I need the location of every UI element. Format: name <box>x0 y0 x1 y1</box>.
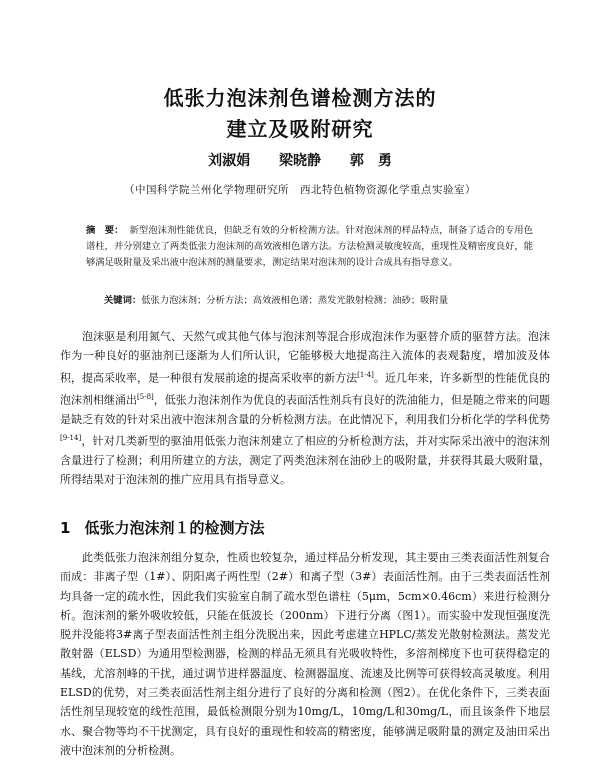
section-number: 1 <box>60 519 71 537</box>
keywords-label: 关键词： <box>104 295 142 306</box>
author-2: 梁晓静 <box>279 153 321 169</box>
paper-title-line1: 低张力泡沫剂色谱检测方法的 <box>163 86 437 110</box>
abstract-label: 摘 要： <box>86 225 124 236</box>
paper-title-line2: 建立及吸附研究 <box>226 117 374 141</box>
abstract-text: 新型泡沫剂性能优良，但缺乏有效的分析检测方法。针对泡沫剂的样品特点，制备了适合的专用色谱柱，并分别建立了两类低张力泡沫剂的高效液相色谱方法。方法检测灵敏度较高，重现性及精密度良好，能够满足吸附量及采出液中泡沫剂的测量要求，测定结果对泡沫剂的设计合成具有指导意义。 <box>86 225 533 268</box>
author-list <box>0 150 600 170</box>
section-title: 低张力泡沫剂１的检测方法 <box>84 519 265 537</box>
citation-1: [1-4] <box>357 370 374 379</box>
intro-text-c: ，低张力泡沫剂作为优良的表面活性剂兵有良好的洗油能力，但是随之带来的问题是缺乏有效的针对采出液中泡沫剂含量的分析检测方法。在此情况下，利用我们分析化学的学科优势 <box>60 393 551 426</box>
keywords-text: 低张力泡沫剂；分析方法；高效液相色谱；蒸发光散射检测；油砂；吸附量 <box>141 295 449 306</box>
author-1: 刘淑娟 <box>208 153 251 169</box>
intro-paragraph <box>60 327 550 489</box>
intro-text-a: 泡沫驱是利用氮气、天然气或其他气体与泡沫剂等混合形成泡沫作为驱替介质的驱替方法。泡沫作为一种良好的驱油剂已逐渐为人们所认识，它能够极大地提高注入流体的表观黏度，增加波及体积，提高采收率，是一种很有发展前途的提高采收率的新方法 <box>60 330 550 385</box>
citation-3: [9-14] <box>60 433 82 442</box>
citation-2: [5-8] <box>137 392 154 401</box>
intro-text-d: ，针对几类新型的驱油用低张力泡沫剂建立了相应的分析检测方法，并对实际采出液中的泡沫剂含量进行了检测；利用所建立的方法，测定了两类泡沫剂在油砂上的吸附量，并获得其最大吸附量，所得结果对于泡沫剂的推广应用具有指导意义。 <box>60 434 550 487</box>
abstract <box>86 223 533 271</box>
section-paragraph: 此类低张力泡沫剂组分复杂，性质也较复杂，通过样品分析发现，其主要由三类表面活性剂复合而成：非离子型（1#）、阴阳离子两性型（2#）和离子型（3#）表面活性剂。由于三类表面活性剂均具备一定的疏水性，因此我们实验室自制了疏水型色谱柱（5μm，5cm×0.46cm）来进行检测分析。泡沫剂的紫外吸收较低，只能在低波长（200nm）下进行分离（图1）。而实验中发现恒强度洗脱并没能将3#离子型表面活性剂主组分洗脱出来，因此考虑建立HPLC/蒸发光散射检测法。蒸发光散射器（ELSD）为通用型检测器，检测的样品无须具有光吸收特性，多溶剂梯度下也可获得稳定的基线，尤溶剂峰的干扰，通过调节进样器温度、检测器温度、流速及比例等可获得较高灵敏度。利用ELSD的优势，对三类表面活性剂主组分进行了良好的分离和检测（图2）。在优化条件下，三类表面活性剂呈现较宽的线性范围，最低检测限分别为10mg/L，10mg/L和30mg/L，而且该条件下地层水、聚合物等均不干扰测定，具有良好的重现性和较高的精密度，能够满足吸附量的测定及油田采出液中泡沫剂的分析检测。 <box>60 551 550 757</box>
section-heading <box>60 517 264 538</box>
author-3: 郭 勇 <box>349 153 392 169</box>
intro-text-b: 。近几年来，许多新型的性能优良的泡沫剂相继涌出 <box>60 371 551 407</box>
affiliation: （中国科学院兰州化学物理研究所 西北特色植物资源化学重点实验室） <box>124 184 476 196</box>
keywords <box>104 293 534 309</box>
